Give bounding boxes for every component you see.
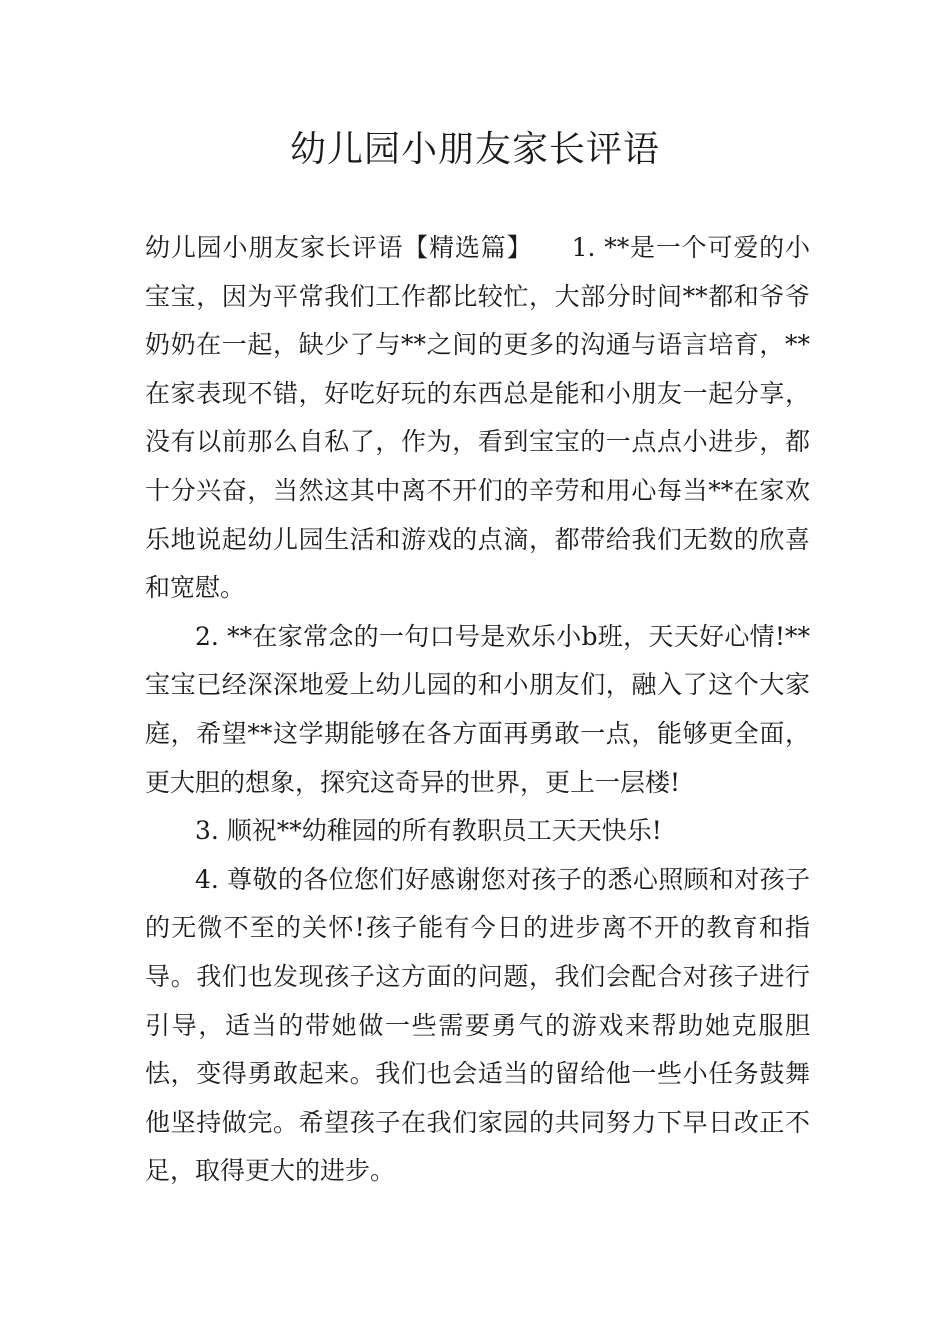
paragraph-intro: 幼儿园小朋友家长评语【精选篇】 1. **是一个可爱的小宝宝，因为平常我们工作都比较忙，大部分时间**都和爷爷奶奶在一起，缺少了与**之间的更多的沟通与语言培育，**在家表现不错，好吃好玩的东西总是能和小朋友一起分享，没有以前那么自私了，作为，看到宝宝的一点点小进步，都十分兴奋，当然这其中离不开们的辛劳和用心每当**在家欢乐地说起幼儿园生活和游戏的点滴，都带给我们无数的欣喜和宽慰。 — [145, 233, 810, 603]
paragraph-3: 3. 顺祝**幼稚园的所有教职员工天天快乐! — [195, 816, 662, 846]
document-title: 幼儿园小朋友家长评语 — [289, 129, 660, 170]
paragraph-2: 2. **在家常念的一句口号是欢乐小b班，天天好心情!**宝宝已经深深地爱上幼儿园的和小朋友们，融入了这个大家庭，希望**这学期能够在各方面再勇敢一点，能够更全面，更大胆的想象，探究这奇异的世界，更上一层楼! — [145, 621, 810, 797]
document-body — [145, 224, 810, 1196]
paragraph-4: 4. 尊敬的各位您们好感谢您对孩子的悉心照顾和对孩子的无微不至的关怀!孩子能有今日的进步离不开的教育和指导。我们也发现孩子这方面的问题，我们会配合对孩子进行引导，适当的带她做一些需要勇气的游戏来帮助她克服胆怯，变得勇敢起来。我们也会适当的留给他一些小任务鼓舞他坚持做完。希望孩子在我们家园的共同努力下早日改正不足，取得更大的进步。 — [145, 864, 810, 1186]
